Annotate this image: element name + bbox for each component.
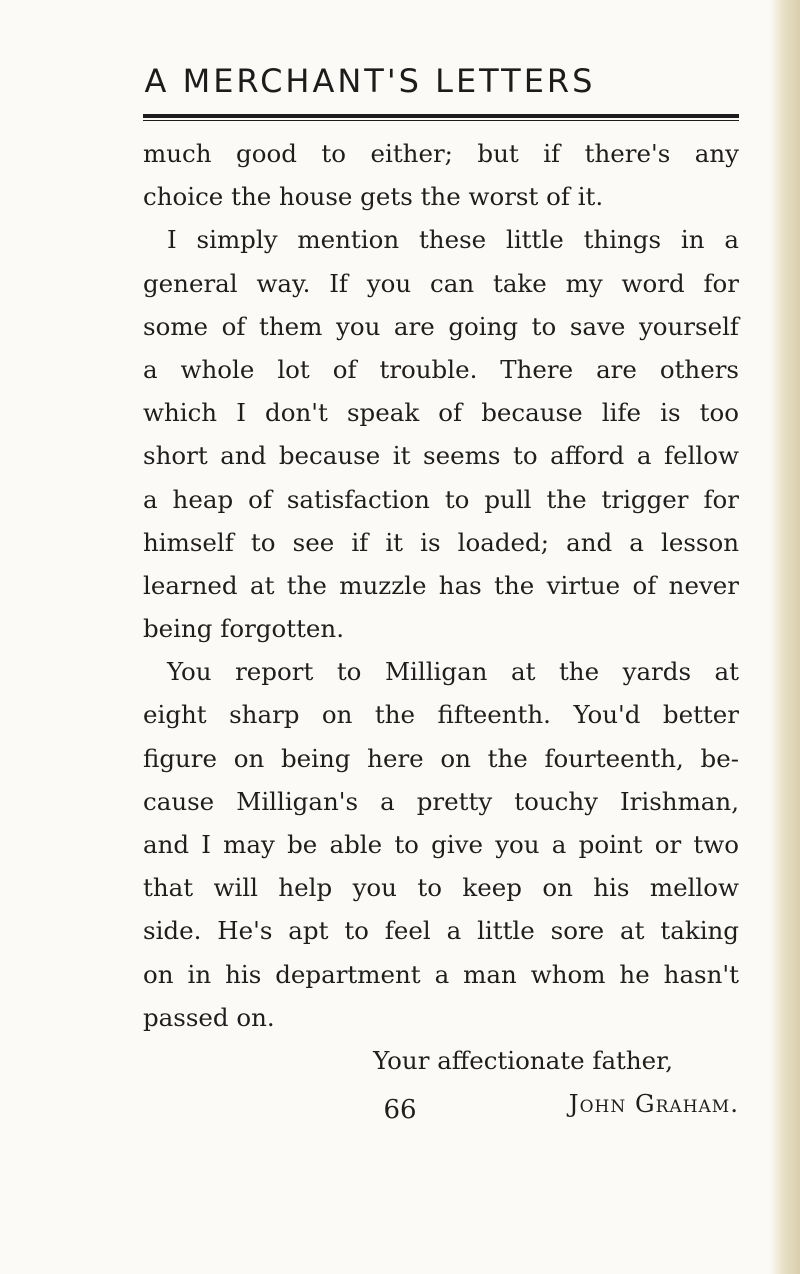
- text-line: eight sharp on the fifteenth. You'd better: [143, 700, 739, 730]
- text-line: You report to Milligan at the yards at: [167, 657, 739, 687]
- text-line: much good to either; but if there's any: [143, 139, 739, 168]
- text-line: learned at the muzzle has the virtue of never: [143, 570, 739, 600]
- page-edge-shadow: [770, 0, 800, 1274]
- text-line: choice the house gets the worst of it.: [143, 182, 604, 212]
- header-rule-thin: [143, 120, 739, 121]
- running-title: A MERCHANT'S LETTERS: [144, 62, 596, 100]
- text-line: I simply mention these little things in a: [167, 225, 739, 255]
- header-rule-thick: [143, 114, 739, 118]
- signature: John Graham.: [568, 1089, 739, 1119]
- text-line: passed on.: [143, 1002, 275, 1032]
- text-line: short and because it seems to afford a fellow: [143, 441, 739, 471]
- body-text: [143, 132, 739, 1125]
- text-line: which I don't speak of because life is too: [143, 398, 739, 428]
- text-line: himself to see if it is loaded; and a lesson: [143, 527, 739, 557]
- text-line: figure on being here on the fourteenth, be-: [143, 743, 739, 773]
- text-line: that will help you to keep on his mellow: [143, 873, 739, 903]
- text-line: a whole lot of trouble. There are others: [143, 354, 739, 384]
- closing-salutation: Your affectionate father,: [373, 1045, 673, 1075]
- text-line: a heap of satisfaction to pull the trigger for: [143, 484, 739, 514]
- page-number: 66: [383, 1095, 417, 1125]
- text-line: side. He's apt to feel a little sore at taking: [143, 916, 739, 946]
- text-line: general way. If you can take my word for: [143, 268, 739, 298]
- text-line: cause Milligan's a pretty touchy Irishman,: [143, 786, 739, 816]
- text-line: on in his department a man whom he hasn't: [143, 959, 739, 989]
- text-line: and I may be able to give you a point or two: [143, 830, 739, 859]
- text-line: being forgotten.: [143, 614, 344, 644]
- text-line: some of them you are going to save yourself: [143, 311, 739, 341]
